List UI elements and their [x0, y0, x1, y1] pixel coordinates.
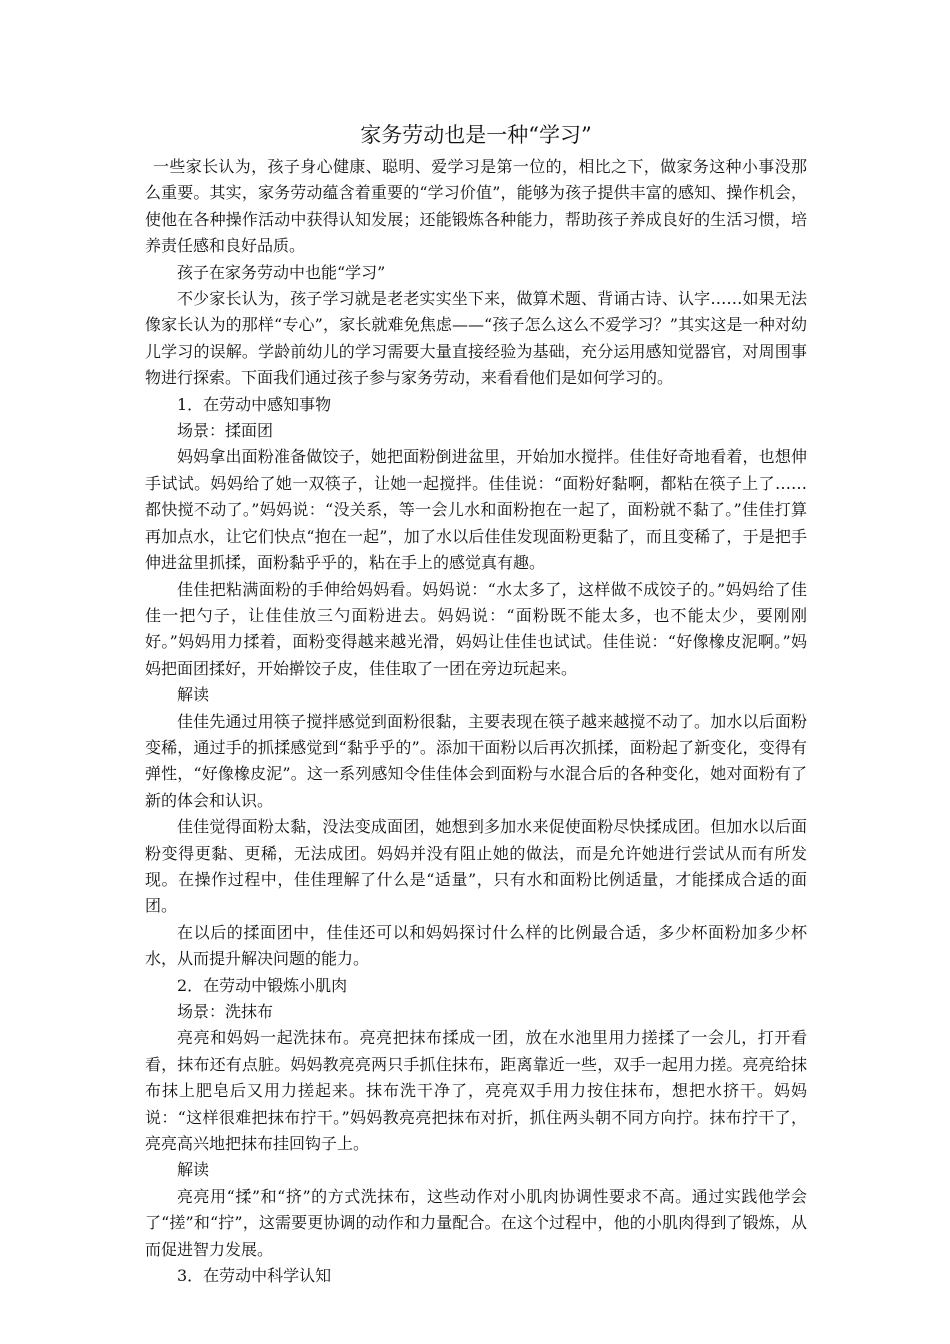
document-title: 家务劳动也是一种“学习”	[360, 123, 592, 147]
body-paragraph: 佳佳把粘满面粉的手伸给妈妈看。妈妈说：“水太多了，这样做不成饺子的。”妈妈给了佳佳一把勺子，让佳佳放三勺面粉进去。妈妈说：“面粉既不能太多，也不能太少，要刚刚好。”妈妈用力揉着，面粉变得越来越光滑，妈妈让佳佳也试试。佳佳说：“好像橡皮泥啊。”妈妈把面团揉好，开始擀饺子皮，佳佳取了一团在旁边玩起来。	[145, 579, 807, 678]
body-paragraph: 妈妈拿出面粉准备做饺子，她把面粉倒进盆里，开始加水搅拌。佳佳好奇地看着，也想伸手试试。妈妈给了她一双筷子，让她一起搅拌。佳佳说：“面粉好黏啊，都粘在筷子上了……都快搅不动了。”妈妈说：“没关系，等一会儿水和面粉抱在一起了，面粉就不黏了。”佳佳打算再加点水，让它们快点“抱在一起”，加了水以后佳佳发现面粉更黏了，而且变稀了，于是把手伸进盆里抓揉，面粉黏乎乎的，粘在手上的感觉真有趣。	[145, 447, 807, 573]
document-body	[145, 120, 807, 1289]
scene-label-2: 场景：洗抹布	[177, 1002, 274, 1021]
body-paragraph: 佳佳先通过用筷子搅拌感觉到面粉很黏，主要表现在筷子越来越搅不动了。加水以后面粉变稀，通过手的抓揉感觉到“黏乎乎的”。添加干面粉以后再次抓揉，面粉起了新变化，变得有弹性，“好像橡皮泥”。这一系列感知令佳佳体会到面粉与水混合后的各种变化，她对面粉有了新的体会和认识。	[145, 711, 807, 810]
intro-paragraph: 一些家长认为，孩子身心健康、聪明、爱学习是第一位的，相比之下，做家务这种小事没那么重要。其实，家务劳动蕴含着重要的“学习价值”，能够为孩子提供丰富的感知、操作机会，使他在各种操作活动中获得认知发展；还能锻炼各种能力，帮助孩子养成良好的生活习惯，培养责任感和良好品质。	[145, 157, 807, 256]
body-paragraph: 不少家长认为，孩子学习就是老老实实坐下来，做算术题、背诵古诗、认字……如果无法像家长认为的那样“专心”，家长就难免焦虑——“孩子怎么这么不爱学习？”其实这是一种对幼儿学习的误解。学龄前幼儿的学习需要大量直接经验为基础，充分运用感知觉器官，对周围事物进行探索。下面我们通过孩子参与家务劳动，来看看他们是如何学习的。	[145, 289, 807, 388]
interpretation-label-2: 解读	[177, 1160, 210, 1180]
body-paragraph: 亮亮和妈妈一起洗抹布。亮亮把抹布揉成一团，放在水池里用力搓揉了一会儿，打开看看，抹布还有点脏。妈妈教亮亮两只手抓住抹布，距离靠近一些，双手一起用力搓。亮亮给抹布抹上肥皂后又用力搓起来。抹布洗干净了，亮亮双手用力按住抹布，想把水挤干。妈妈说：“这样很难把抹布拧干。”妈妈教亮亮把抹布对折，抓住两头朝不同方向拧。抹布拧干了，亮亮高兴地把抹布挂回钩子上。	[145, 1028, 807, 1154]
subsection-heading-3: 3．在劳动中科学认知	[177, 1266, 332, 1286]
body-paragraph: 亮亮用“揉”和“挤”的方式洗抹布，这些动作对小肌肉协调性要求不高。通过实践他学会了“搓”和“拧”，这需要更协调的动作和力量配合。在这个过程中，他的小肌肉得到了锻炼，从而促进智力发展。	[145, 1186, 807, 1259]
interpretation-label-1: 解读	[177, 685, 210, 705]
body-paragraph: 佳佳觉得面粉太黏，没法变成面团，她想到多加水来促使面粉尽快揉成团。但加水以后面粉变得更黏、更稀，无法成团。妈妈并没有阻止她的做法，而是允许她进行尝试从而有所发现。在操作过程中，佳佳理解了什么是“适量”，只有水和面粉比例适量，才能揉成合适的面团。	[145, 817, 807, 916]
subsection-heading-2: 2．在劳动中锻炼小肌肉	[177, 975, 348, 995]
scene-label-1: 场景：揉面团	[177, 421, 274, 441]
subsection-heading-1: 1．在劳动中感知事物	[177, 394, 332, 414]
section-heading: 孩子在家务劳动中也能“学习”	[177, 262, 386, 282]
body-paragraph: 在以后的揉面团中，佳佳还可以和妈妈探讨什么样的比例最合适，多少杯面粉加多少杯水，从而提升解决问题的能力。	[145, 922, 807, 969]
